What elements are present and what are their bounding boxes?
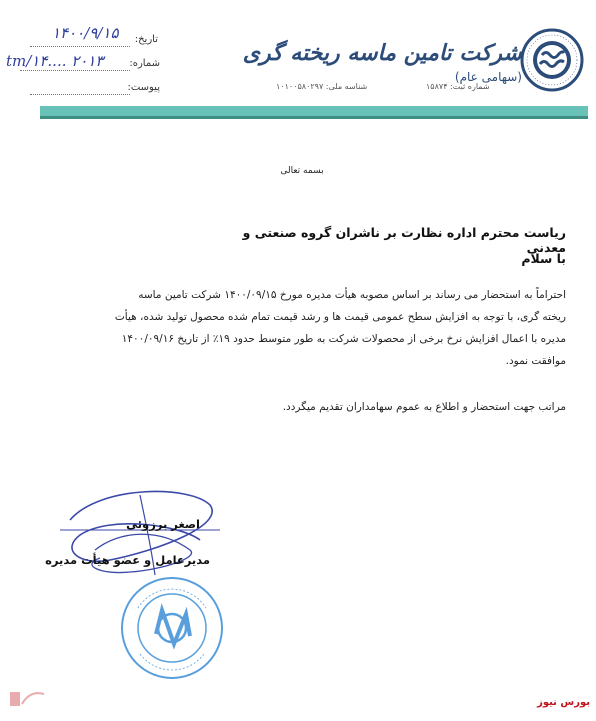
paragraph-line-2: ریخته گری، با توجه به افزایش سطح عمومی قیمت ها و رشد قیمت تمام شده محصول تولید شده، هیأت [114, 311, 566, 323]
letter-paragraph-1 [62, 284, 566, 372]
header-bar-shadow [40, 116, 588, 119]
registration-number: شماره ثبت: ۱۵۸۷۴ [426, 82, 490, 91]
company-stamp [118, 574, 226, 682]
paragraph-line-3: مدیره با اعمال افزایش نرخ برخی از محصولات شرکت به طور متوسط حدود ۱۹٪ از تاریخ ۱۴۰۰/۰۹/۱۶ [121, 333, 566, 345]
attachment-line [30, 94, 130, 95]
signatory-name: اصغر برزوئی [126, 517, 200, 531]
paragraph-line-4: موافقت نمود. [505, 355, 566, 367]
watermark-logo [8, 686, 48, 708]
signatory-title: مدیرعامل و عضو هیأت مدیره [45, 553, 210, 567]
company-type: (سهامی عام) [454, 70, 522, 84]
number-line [20, 70, 130, 71]
date-label: تاریخ: [134, 34, 158, 45]
national-id: شناسه ملی: ۱۰۱۰۰۵۸۰۲۹۷ [276, 82, 368, 91]
invocation: بسمه تعالی [280, 166, 324, 176]
number-value: tm/۱۴.... ۲۰۱۳ [6, 52, 104, 70]
paragraph-line-1: احتراماً به استحضار می رساند بر اساس مصوبه هیأت مدیره مورخ ۱۴۰۰/۰۹/۱۵ شرکت تامین ماسه [138, 289, 566, 301]
letter-paragraph-2: مراتب جهت استحضار و اطلاع به عموم سهامداران تقدیم میگردد. [282, 401, 566, 413]
footer-brand: بورس نیوز [537, 697, 590, 708]
date-value: ۱۴۰۰/۹/۱۵ [52, 24, 119, 42]
company-logo [520, 28, 584, 92]
letter-meta [0, 22, 190, 102]
addressee: ریاست محترم اداره نظارت بر ناشران گروه صنعتی و معدنی [242, 225, 566, 255]
greeting: با سلام [521, 251, 566, 266]
attachment-label: پیوست: [127, 82, 160, 93]
number-label: شماره: [129, 58, 160, 69]
company-name: شرکت تامین ماسه ریخته گری [242, 40, 522, 66]
date-line [30, 46, 130, 47]
header-bar [40, 106, 588, 116]
company-header [242, 40, 522, 100]
